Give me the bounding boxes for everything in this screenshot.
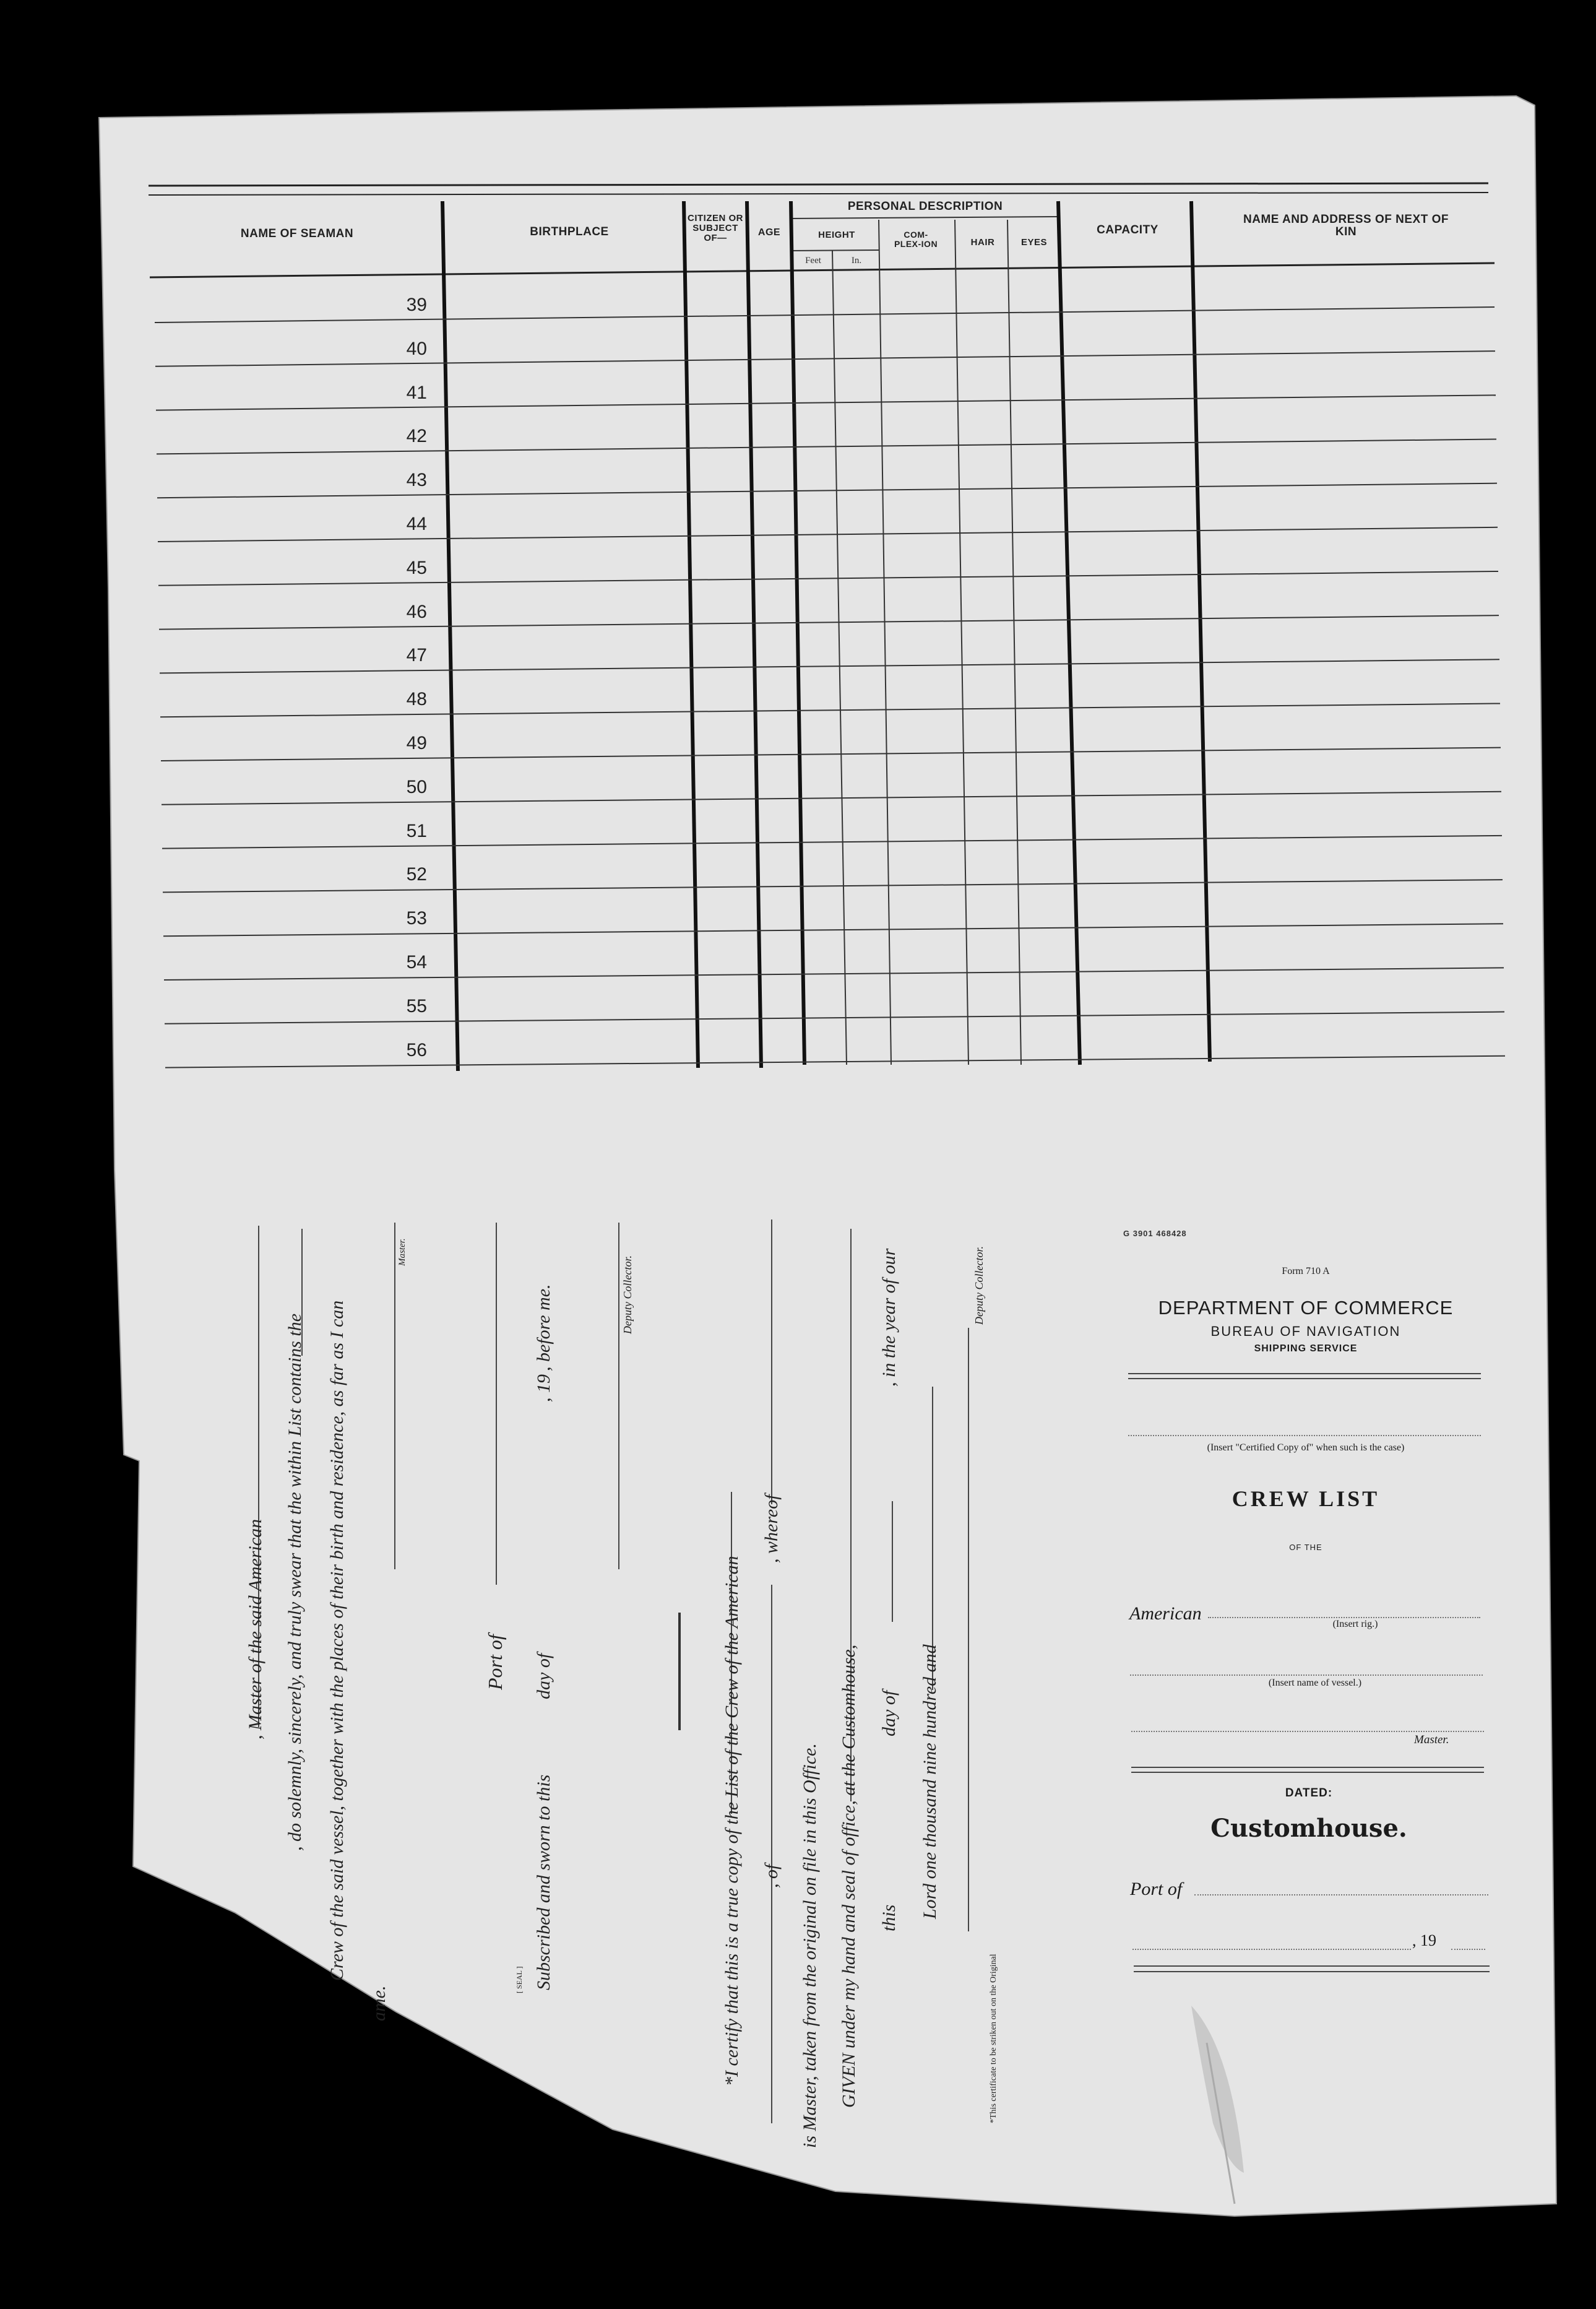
port-field[interactable] [1194, 1894, 1488, 1895]
insert-vessel-note: (Insert name of vessel.) [1268, 1678, 1362, 1688]
header-feet: Feet [805, 256, 821, 266]
bureau-title: BUREAU OF NAVIGATION [1210, 1323, 1401, 1339]
header-hair: HAIR [970, 237, 995, 248]
cert-line-1: *I certify that this is a true copy of the List of the Crew of the American [722, 1556, 742, 2086]
cert-line-3: is Master, taken from the original on file in this Office. [800, 1743, 820, 2148]
cover-year: , 19 [1412, 1931, 1436, 1949]
row-number: 45 [406, 557, 427, 578]
american-label: American [1129, 1603, 1202, 1624]
vessel-name-field[interactable] [1130, 1674, 1483, 1676]
oath-line-4: ame. [369, 1985, 389, 2021]
cert-line-5-year: , in the year of our [879, 1248, 899, 1387]
row-number: 50 [406, 776, 427, 797]
cert-line-6: Lord one thousand nine hundred and [920, 1644, 940, 1919]
oath-line-2: , do solemnly, sincerely, and truly swear that the within List contains the [285, 1313, 305, 1851]
rig-field[interactable] [1208, 1617, 1480, 1618]
row-number: 44 [406, 514, 427, 534]
master-label: Master. [1414, 1733, 1449, 1746]
row-number: 53 [406, 908, 427, 929]
oath-port-of: Port of [484, 1634, 506, 1690]
oath-line-3: Crew of the said vessel, together with the places of their birth and residence, as far as I can [327, 1300, 347, 1981]
row-number: 42 [406, 426, 427, 447]
cert-line-2-of: , of [761, 1864, 782, 1888]
cert-footnote: *This certificate to be striken out on the Original [989, 1954, 998, 2123]
row-number: 41 [406, 382, 427, 403]
row-number: 56 [406, 1039, 427, 1060]
header-citizen: CITIZEN OR SUBJECT OF— [688, 213, 743, 243]
form-number: Form 710 A [1282, 1266, 1330, 1276]
of-the-label: OF THE [1289, 1543, 1322, 1552]
row-number: 52 [406, 864, 427, 885]
row-number: 46 [406, 601, 427, 622]
cover-port-of: Port of [1130, 1879, 1183, 1899]
row-number: 55 [406, 995, 427, 1016]
print-code: G 3901 468428 [1123, 1229, 1187, 1238]
insert-certified-note: (Insert "Certified Copy of" when such is the case) [1207, 1442, 1405, 1453]
cert-deputy-collector: Deputy Collector. [973, 1246, 985, 1325]
master-field[interactable] [1131, 1731, 1484, 1732]
row-number: 48 [406, 689, 427, 710]
header-capacity: CAPACITY [1097, 223, 1158, 236]
cert-line-2-whereof: , whereof [761, 1494, 782, 1563]
header-height: HEIGHT [818, 230, 855, 240]
insert-rig-note: (Insert rig.) [1332, 1619, 1378, 1629]
oath-year: , 19 [533, 1374, 554, 1402]
oath-seal: [ SEAL ] [515, 1966, 524, 1993]
customhouse-label: Customhouse. [1210, 1814, 1407, 1843]
department-title: DEPARTMENT OF COMMERCE [1158, 1297, 1454, 1319]
oath-master-label: Master. [397, 1238, 407, 1266]
cert-line-5-day-of: day of [879, 1690, 899, 1736]
cert-line-4: GIVEN under my hand and seal of office, at the Customhouse, [839, 1644, 859, 2108]
date-field[interactable] [1132, 1949, 1411, 1950]
header-name-of-seaman: NAME OF SEAMAN [240, 227, 354, 240]
row-number: 39 [406, 295, 427, 315]
row-number: 43 [406, 470, 427, 491]
header-age: AGE [757, 227, 781, 238]
row-number: 54 [406, 952, 427, 973]
dated-label: DATED: [1285, 1787, 1333, 1800]
header-birthplace: BIRTHPLACE [530, 225, 609, 238]
crew-list-title: CREW LIST [1232, 1486, 1380, 1511]
row-number: 51 [406, 820, 427, 841]
header-inches: In. [851, 256, 862, 266]
oath-deputy-collector: Deputy Collector. [621, 1255, 634, 1334]
service-title: SHIPPING SERVICE [1254, 1343, 1358, 1354]
row-number: 49 [406, 733, 427, 753]
cert-line-5-this: this [879, 1904, 899, 1931]
oath-before-me: , before me. [533, 1284, 554, 1371]
oath-day-of: day of [533, 1653, 554, 1699]
header-next-of-kin: NAME AND ADDRESS OF NEXT OF KIN [1243, 213, 1449, 238]
row-number: 40 [406, 338, 427, 359]
row-number: 47 [406, 645, 427, 666]
header-complexion: COM-PLEX-ION [894, 230, 938, 249]
oath-subscribed: Subscribed and sworn to this [533, 1774, 554, 1990]
oath-line-1: , Master of the said American [245, 1518, 265, 1739]
header-eyes: EYES [1020, 237, 1048, 248]
header-personal-description: PERSONAL DESCRIPTION [847, 200, 1003, 213]
